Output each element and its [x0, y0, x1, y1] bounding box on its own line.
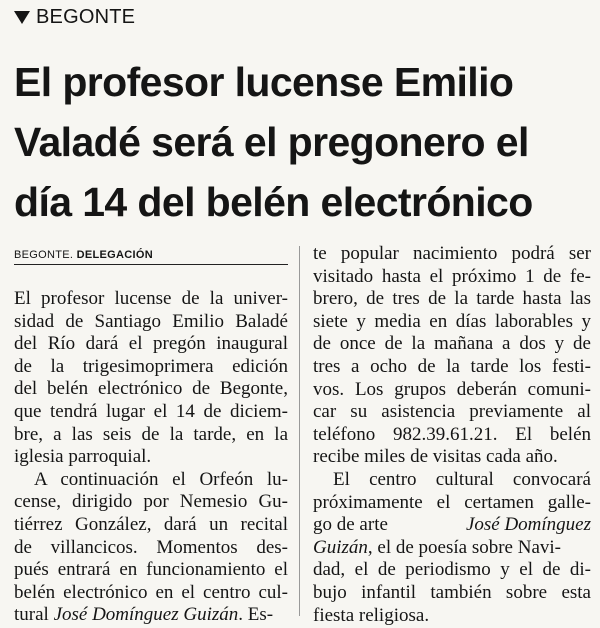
text-line: bujo infantil también sobre esta: [313, 581, 591, 603]
triangle-down-icon: [14, 11, 30, 24]
text-line: tiérrez González, dará un recital: [14, 513, 288, 535]
text-line: A continuación el Orfeón lu-: [34, 468, 288, 490]
headline: [14, 52, 594, 232]
headline-line-1: El profesor lucense Emilio: [14, 59, 514, 105]
text-run: , el de poesía sobre Navi-: [367, 536, 562, 558]
headline-line-2: Valadé será el pregonero el: [14, 119, 529, 165]
text-line: vos. Los grupos deberán comuni-: [313, 378, 591, 400]
text-line: fiesta religiosa.: [313, 604, 430, 626]
column-divider: [299, 246, 300, 616]
headline-line-3: día 14 del belén electrónico: [14, 179, 533, 225]
byline-place: BEGONTE.: [14, 249, 74, 261]
text-line: tres a ocho de la tarde los festi-: [313, 355, 591, 377]
text-line: El centro cultural convocará: [333, 468, 591, 490]
text-line: dad, el de periodismo y el de di-: [313, 559, 591, 581]
text-line: de once de la mañana a dos y de: [313, 333, 591, 355]
text-line: pués entrará en funcionamiento el: [14, 559, 288, 581]
text-line: de villancicos. Momentos des-: [14, 536, 288, 558]
byline-desk: DELEGACIÓN: [76, 249, 153, 261]
text-run: tural: [14, 604, 49, 626]
text-run-italic: Guizán: [313, 536, 368, 558]
text-line: belén electrónico en el centro cul-: [14, 581, 288, 603]
text-line: El profesor lucense de la univer-: [14, 288, 288, 309]
text-line-mixed: [313, 537, 591, 560]
text-line: car su asistencia previamente al: [313, 401, 591, 423]
text-run-italic: José Domínguez: [465, 514, 591, 536]
text-line: siete y media en días laborables y: [313, 310, 591, 332]
text-line: te popular nacimiento podrá ser: [313, 243, 591, 264]
section-label: [14, 6, 135, 29]
text-line: sidad de Santiago Emilio Baladé: [14, 310, 288, 332]
text-line: recibe miles de visitas cada año.: [313, 446, 558, 468]
text-line-last: [14, 604, 288, 627]
article-column-right: [313, 243, 591, 627]
text-line: visitado hasta el próximo 1 de fe-: [313, 265, 591, 287]
text-line: iglesia parroquial.: [14, 446, 152, 468]
text-line: teléfono 982.39.61.21. El belén: [313, 423, 591, 445]
text-line: brero, de tres de la tarde hasta las: [313, 288, 591, 310]
text-line: del belén electrónico de Begonte,: [14, 378, 288, 400]
text-line-mixed: [313, 514, 591, 537]
section-name: BEGONTE: [36, 6, 136, 28]
text-line: próximamente el certamen galle-: [313, 491, 591, 513]
byline: [14, 249, 288, 265]
article-column-left: [14, 288, 288, 627]
text-line: del Río dará el pregón inaugural: [14, 333, 288, 355]
text-line: cense, dirigido por Nemesio Gu-: [14, 491, 288, 513]
text-line: de la trigesimoprimera edición: [14, 355, 288, 377]
text-run-italic: José Domínguez Guizán: [53, 604, 239, 626]
text-run: . Es-: [238, 604, 274, 626]
text-line: que tendrá lugar el 14 de diciem-: [14, 400, 288, 422]
text-run: go de arte: [313, 514, 388, 536]
text-line: bre, a las seis de la tarde, en la: [14, 423, 288, 445]
